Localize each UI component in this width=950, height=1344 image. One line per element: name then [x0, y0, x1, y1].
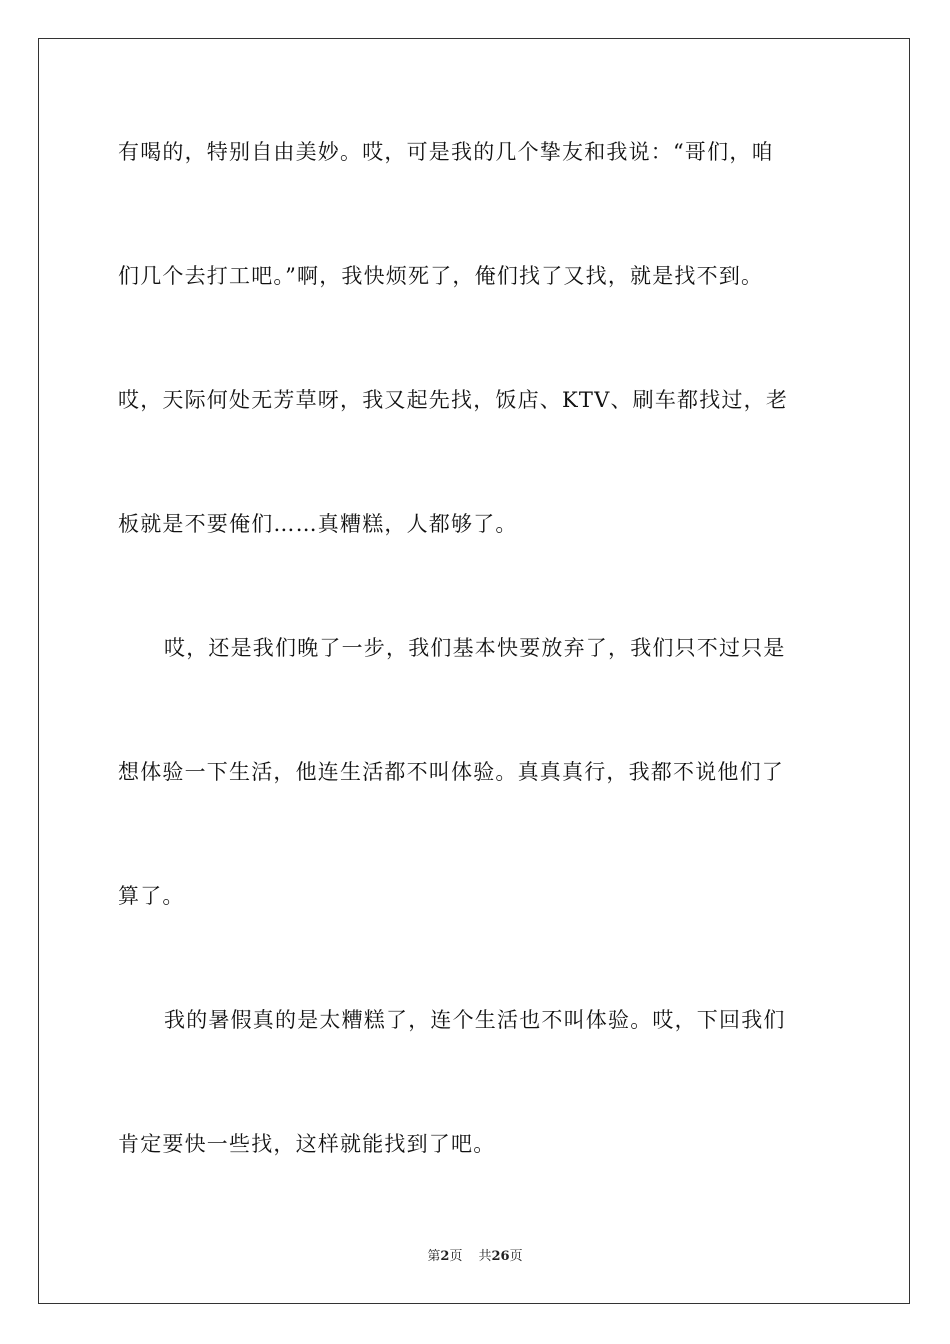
- page-prefix: 第: [427, 1249, 441, 1264]
- text-line-6: 想体验一下生活，他连生活都不叫体验。真真真行，我都不说他们了: [118, 760, 784, 784]
- page-frame: [38, 38, 910, 1304]
- text-line-7: 算了。: [118, 884, 185, 908]
- text-line-9: 肯定要快一些找，这样就能找到了吧。: [118, 1132, 496, 1156]
- page-footer: [0, 1248, 950, 1266]
- page-suffix: 页: [449, 1249, 463, 1264]
- text-line-8: 我的暑假真的是太糟糕了，连个生活也不叫体验。哎，下回我们: [164, 1008, 786, 1032]
- text-line-4: 板就是不要俺们……真糟糕，人都够了。: [118, 512, 518, 536]
- text-line-1: 有喝的，特别自由美妙。哎，可是我的几个挚友和我说：“哥们，咱: [118, 140, 774, 164]
- total-prefix: 共: [478, 1249, 492, 1264]
- text-line-5: 哎，还是我们晚了一步，我们基本快要放弃了，我们只不过只是: [164, 636, 786, 660]
- text-line-2: 们几个去打工吧。”啊，我快烦死了，俺们找了又找，就是找不到。: [118, 264, 764, 288]
- page-number: 2: [440, 1249, 450, 1264]
- text-line-3: 哎，天际何处无芳草呀，我又起先找，饭店、KTV、刷车都找过，老: [118, 388, 789, 412]
- total-pages: 26: [491, 1249, 510, 1264]
- total-suffix: 页: [509, 1249, 523, 1264]
